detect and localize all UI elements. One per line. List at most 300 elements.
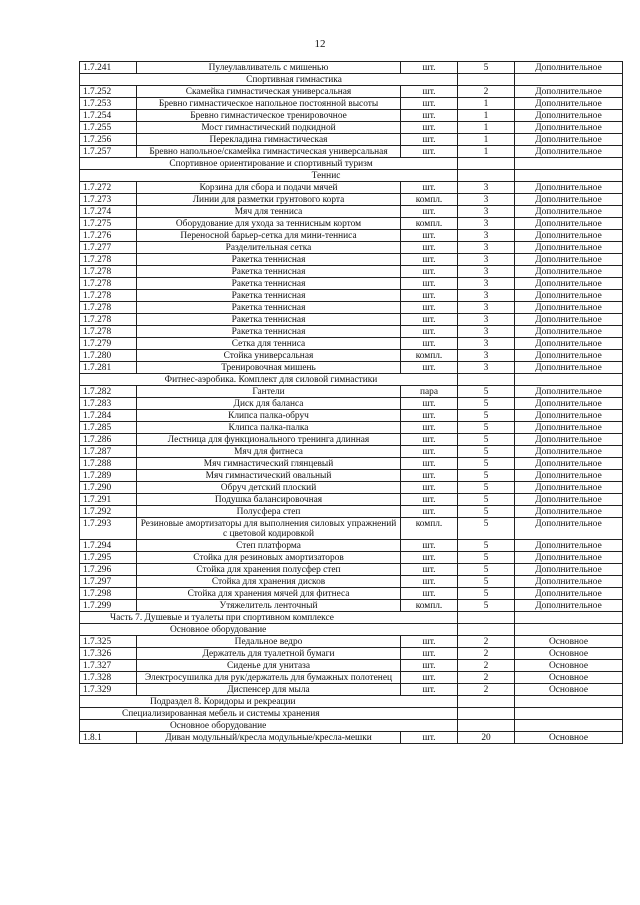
table-row: [80, 194, 623, 206]
item-type: Дополнительное: [515, 398, 623, 410]
item-name: Лестница для функционального тренинга длинная: [137, 434, 401, 446]
item-name: Ракетка теннисная: [137, 254, 401, 266]
item-type: Основное: [515, 684, 623, 696]
table-row: [80, 552, 623, 564]
item-quantity: 3: [458, 266, 515, 278]
item-type: Основное: [515, 732, 623, 744]
item-code: 1.7.288: [80, 458, 137, 470]
equipment-table: [79, 61, 623, 744]
item-unit: шт.: [401, 648, 458, 660]
table-row: [80, 470, 623, 482]
item-type: Дополнительное: [515, 134, 623, 146]
item-name: Ракетка теннисная: [137, 326, 401, 338]
table-row: [80, 422, 623, 434]
item-code: 1.7.278: [80, 314, 137, 326]
item-unit: шт.: [401, 588, 458, 600]
table-row: [80, 134, 623, 146]
item-unit: шт.: [401, 362, 458, 374]
section-empty-qty: [458, 708, 515, 720]
item-unit: шт.: [401, 564, 458, 576]
item-code: 1.7.273: [80, 194, 137, 206]
item-name: Стойка для хранения полусфер степ: [137, 564, 401, 576]
section-row: [80, 170, 623, 182]
item-name: Клипса палка-обруч: [137, 410, 401, 422]
item-quantity: 3: [458, 326, 515, 338]
item-type: Дополнительное: [515, 254, 623, 266]
table-row: [80, 564, 623, 576]
item-type: Дополнительное: [515, 506, 623, 518]
table-row: [80, 206, 623, 218]
item-code: 1.7.297: [80, 576, 137, 588]
table-row: [80, 648, 623, 660]
item-type: Дополнительное: [515, 410, 623, 422]
section-empty-qty: [458, 170, 515, 182]
item-name: Линии для разметки грунтового корта: [137, 194, 401, 206]
section-title: Подраздел 8. Коридоры и рекреации: [80, 696, 458, 708]
item-unit: компл.: [401, 600, 458, 612]
item-name: Педальное ведро: [137, 636, 401, 648]
item-code: 1.7.298: [80, 588, 137, 600]
item-unit: шт.: [401, 494, 458, 506]
item-code: 1.7.285: [80, 422, 137, 434]
item-quantity: 3: [458, 314, 515, 326]
table-row: [80, 146, 623, 158]
item-quantity: 2: [458, 672, 515, 684]
item-code: 1.7.277: [80, 242, 137, 254]
section-row: [80, 374, 623, 386]
item-name: Степ платформа: [137, 540, 401, 552]
item-name: Разделительная сетка: [137, 242, 401, 254]
section-row: [80, 624, 623, 636]
section-empty-type: [515, 720, 623, 732]
item-name: Оборудование для ухода за теннисным кортом: [137, 218, 401, 230]
table-row: [80, 338, 623, 350]
item-code: 1.7.289: [80, 470, 137, 482]
item-quantity: 20: [458, 732, 515, 744]
section-title: Спортивная гимнастика: [80, 74, 458, 86]
item-quantity: 5: [458, 518, 515, 540]
item-code: 1.7.291: [80, 494, 137, 506]
item-code: 1.7.282: [80, 386, 137, 398]
item-name: Ракетка теннисная: [137, 278, 401, 290]
item-quantity: 5: [458, 386, 515, 398]
item-type: Дополнительное: [515, 86, 623, 98]
section-title: Основное оборудование: [80, 720, 458, 732]
section-row: [80, 158, 623, 170]
table-row: [80, 482, 623, 494]
item-name: Стойка универсальная: [137, 350, 401, 362]
item-name: Тренировочная мишень: [137, 362, 401, 374]
item-type: Дополнительное: [515, 518, 623, 540]
item-type: Дополнительное: [515, 552, 623, 564]
item-quantity: 1: [458, 110, 515, 122]
equipment-table-body: [80, 62, 623, 744]
item-name: Держатель для туалетной бумаги: [137, 648, 401, 660]
table-row: [80, 506, 623, 518]
table-row: [80, 122, 623, 134]
item-quantity: 5: [458, 552, 515, 564]
item-quantity: 3: [458, 242, 515, 254]
item-unit: шт.: [401, 552, 458, 564]
item-type: Дополнительное: [515, 122, 623, 134]
item-code: 1.7.272: [80, 182, 137, 194]
item-quantity: 5: [458, 62, 515, 74]
item-code: 1.7.274: [80, 206, 137, 218]
item-code: 1.7.280: [80, 350, 137, 362]
table-row: [80, 672, 623, 684]
section-empty-type: [515, 612, 623, 624]
item-code: 1.7.294: [80, 540, 137, 552]
item-unit: шт.: [401, 506, 458, 518]
table-row: [80, 446, 623, 458]
section-empty-qty: [458, 696, 515, 708]
item-code: 1.7.296: [80, 564, 137, 576]
item-code: 1.7.278: [80, 278, 137, 290]
section-empty-qty: [458, 612, 515, 624]
item-unit: шт.: [401, 434, 458, 446]
item-unit: шт.: [401, 672, 458, 684]
section-empty-type: [515, 158, 623, 170]
item-name: Мяч для тенниса: [137, 206, 401, 218]
item-name: Стойка для хранения дисков: [137, 576, 401, 588]
item-name: Мяч гимнастический глянцевый: [137, 458, 401, 470]
item-unit: компл.: [401, 350, 458, 362]
item-quantity: 3: [458, 362, 515, 374]
item-name: Скамейка гимнастическая универсальная: [137, 86, 401, 98]
item-name: Электросушилка для рук/держатель для бумажных полотенец: [137, 672, 401, 684]
item-quantity: 1: [458, 122, 515, 134]
item-unit: шт.: [401, 266, 458, 278]
item-quantity: 5: [458, 434, 515, 446]
table-row: [80, 182, 623, 194]
item-name: Ракетка теннисная: [137, 302, 401, 314]
item-name: Резиновые амортизаторы для выполнения силовых упражнений с цветовой кодировкой: [137, 518, 401, 540]
item-unit: шт.: [401, 446, 458, 458]
table-row: [80, 588, 623, 600]
section-empty-qty: [458, 74, 515, 86]
item-type: Дополнительное: [515, 446, 623, 458]
table-row: [80, 230, 623, 242]
item-quantity: 3: [458, 206, 515, 218]
item-type: Дополнительное: [515, 62, 623, 74]
item-quantity: 5: [458, 458, 515, 470]
item-code: 1.7.279: [80, 338, 137, 350]
table-row: [80, 600, 623, 612]
table-row: [80, 350, 623, 362]
item-quantity: 5: [458, 494, 515, 506]
item-code: 1.7.276: [80, 230, 137, 242]
item-quantity: 5: [458, 422, 515, 434]
item-name: Гантели: [137, 386, 401, 398]
section-empty-qty: [458, 720, 515, 732]
item-unit: шт.: [401, 278, 458, 290]
table-row: [80, 540, 623, 552]
section-row: [80, 74, 623, 86]
item-unit: шт.: [401, 182, 458, 194]
table-row: [80, 398, 623, 410]
table-row: [80, 660, 623, 672]
item-quantity: 5: [458, 410, 515, 422]
item-unit: шт.: [401, 422, 458, 434]
item-code: 1.7.292: [80, 506, 137, 518]
item-type: Основное: [515, 672, 623, 684]
item-type: Дополнительное: [515, 600, 623, 612]
item-type: Дополнительное: [515, 362, 623, 374]
table-row: [80, 278, 623, 290]
item-quantity: 3: [458, 278, 515, 290]
section-title: Спортивное ориентирование и спортивный туризм: [80, 158, 458, 170]
section-row: [80, 720, 623, 732]
item-quantity: 2: [458, 684, 515, 696]
item-type: Дополнительное: [515, 326, 623, 338]
item-name: Ракетка теннисная: [137, 290, 401, 302]
item-unit: шт.: [401, 146, 458, 158]
item-quantity: 3: [458, 290, 515, 302]
item-name: Бревно гимнастическое напольное постоянной высоты: [137, 98, 401, 110]
item-name: Сиденье для унитаза: [137, 660, 401, 672]
item-code: 1.7.278: [80, 290, 137, 302]
section-title: Специализированная мебель и системы хранения: [80, 708, 458, 720]
section-empty-type: [515, 74, 623, 86]
item-unit: шт.: [401, 732, 458, 744]
item-quantity: 3: [458, 218, 515, 230]
item-type: Дополнительное: [515, 290, 623, 302]
item-type: Дополнительное: [515, 194, 623, 206]
item-type: Дополнительное: [515, 482, 623, 494]
item-code: 1.7.278: [80, 302, 137, 314]
item-quantity: 5: [458, 576, 515, 588]
item-quantity: 5: [458, 398, 515, 410]
item-code: 1.7.295: [80, 552, 137, 564]
item-type: Дополнительное: [515, 564, 623, 576]
item-name: Полусфера степ: [137, 506, 401, 518]
item-name: Мяч гимнастический овальный: [137, 470, 401, 482]
item-type: Дополнительное: [515, 218, 623, 230]
item-unit: шт.: [401, 254, 458, 266]
item-code: 1.7.255: [80, 122, 137, 134]
item-unit: шт.: [401, 206, 458, 218]
item-name: Клипса палка-палка: [137, 422, 401, 434]
item-unit: шт.: [401, 660, 458, 672]
item-quantity: 3: [458, 338, 515, 350]
item-type: Дополнительное: [515, 266, 623, 278]
item-unit: шт.: [401, 410, 458, 422]
item-unit: шт.: [401, 482, 458, 494]
item-type: Дополнительное: [515, 422, 623, 434]
item-quantity: 5: [458, 588, 515, 600]
item-code: 1.7.253: [80, 98, 137, 110]
table-row: [80, 410, 623, 422]
item-unit: шт.: [401, 86, 458, 98]
section-empty-type: [515, 374, 623, 386]
item-code: 1.7.326: [80, 648, 137, 660]
item-type: Дополнительное: [515, 540, 623, 552]
item-name: Бревно напольное/скамейка гимнастическая универсальная: [137, 146, 401, 158]
table-row: [80, 62, 623, 74]
table-row: [80, 218, 623, 230]
item-quantity: 1: [458, 98, 515, 110]
section-empty-type: [515, 708, 623, 720]
item-type: Основное: [515, 648, 623, 660]
item-name: Корзина для сбора и подачи мячей: [137, 182, 401, 194]
item-code: 1.7.287: [80, 446, 137, 458]
item-quantity: 1: [458, 146, 515, 158]
item-quantity: 2: [458, 636, 515, 648]
item-name: Переносной барьер-сетка для мини-тенниса: [137, 230, 401, 242]
item-code: 1.7.325: [80, 636, 137, 648]
item-quantity: 1: [458, 134, 515, 146]
item-type: Дополнительное: [515, 242, 623, 254]
item-unit: шт.: [401, 62, 458, 74]
table-row: [80, 434, 623, 446]
item-unit: шт.: [401, 134, 458, 146]
item-quantity: 3: [458, 302, 515, 314]
item-unit: шт.: [401, 314, 458, 326]
table-row: [80, 242, 623, 254]
item-type: Дополнительное: [515, 458, 623, 470]
item-unit: шт.: [401, 302, 458, 314]
item-type: Дополнительное: [515, 434, 623, 446]
item-quantity: 3: [458, 350, 515, 362]
item-code: 1.7.286: [80, 434, 137, 446]
item-type: Дополнительное: [515, 230, 623, 242]
item-name: Обруч детский плоский: [137, 482, 401, 494]
item-name: Диск для баланса: [137, 398, 401, 410]
item-name: Диспенсер для мыла: [137, 684, 401, 696]
item-type: Дополнительное: [515, 494, 623, 506]
item-code: 1.7.254: [80, 110, 137, 122]
item-code: 1.7.278: [80, 254, 137, 266]
table-row: [80, 684, 623, 696]
table-row: [80, 636, 623, 648]
item-type: Дополнительное: [515, 588, 623, 600]
item-quantity: 2: [458, 660, 515, 672]
table-row: [80, 458, 623, 470]
item-code: 1.7.281: [80, 362, 137, 374]
item-code: 1.7.293: [80, 518, 137, 540]
item-name: Сетка для тенниса: [137, 338, 401, 350]
item-code: 1.7.278: [80, 326, 137, 338]
section-empty-qty: [458, 624, 515, 636]
section-empty-type: [515, 170, 623, 182]
item-type: Дополнительное: [515, 338, 623, 350]
item-type: Основное: [515, 636, 623, 648]
section-empty-qty: [458, 374, 515, 386]
item-unit: шт.: [401, 458, 458, 470]
section-empty-qty: [458, 158, 515, 170]
item-quantity: 2: [458, 648, 515, 660]
item-unit: шт.: [401, 122, 458, 134]
table-row: [80, 494, 623, 506]
item-unit: шт.: [401, 576, 458, 588]
item-unit: компл.: [401, 518, 458, 540]
item-code: 1.8.1: [80, 732, 137, 744]
item-quantity: 5: [458, 540, 515, 552]
item-type: Дополнительное: [515, 146, 623, 158]
item-type: Дополнительное: [515, 470, 623, 482]
item-quantity: 5: [458, 482, 515, 494]
table-row: [80, 362, 623, 374]
item-quantity: 5: [458, 600, 515, 612]
item-unit: шт.: [401, 290, 458, 302]
item-type: Дополнительное: [515, 110, 623, 122]
section-row: [80, 708, 623, 720]
item-type: Дополнительное: [515, 98, 623, 110]
section-row: [80, 696, 623, 708]
item-unit: шт.: [401, 326, 458, 338]
section-row: [80, 612, 623, 624]
item-quantity: 5: [458, 564, 515, 576]
item-name: Бревно гимнастическое тренировочное: [137, 110, 401, 122]
table-row: [80, 732, 623, 744]
section-title: Основное оборудование: [80, 624, 458, 636]
table-row: [80, 386, 623, 398]
item-quantity: 5: [458, 446, 515, 458]
item-name: Мяч для фитнеса: [137, 446, 401, 458]
section-empty-type: [515, 696, 623, 708]
item-name: Мост гимнастический подкидной: [137, 122, 401, 134]
item-unit: шт.: [401, 338, 458, 350]
item-unit: пара: [401, 386, 458, 398]
table-row: [80, 290, 623, 302]
item-name: Стойка для хранения мячей для фитнеса: [137, 588, 401, 600]
item-type: Дополнительное: [515, 182, 623, 194]
item-quantity: 2: [458, 86, 515, 98]
item-name: Пулеулавливатель с мишенью: [137, 62, 401, 74]
item-type: Дополнительное: [515, 278, 623, 290]
item-type: Дополнительное: [515, 576, 623, 588]
item-type: Дополнительное: [515, 314, 623, 326]
table-row: [80, 576, 623, 588]
item-name: Перекладина гимнастическая: [137, 134, 401, 146]
item-quantity: 3: [458, 254, 515, 266]
item-type: Дополнительное: [515, 206, 623, 218]
item-name: Ракетка теннисная: [137, 266, 401, 278]
item-code: 1.7.299: [80, 600, 137, 612]
item-code: 1.7.257: [80, 146, 137, 158]
item-name: Стойка для резиновых амортизаторов: [137, 552, 401, 564]
item-quantity: 5: [458, 506, 515, 518]
item-unit: шт.: [401, 470, 458, 482]
item-name: Подушка балансировочная: [137, 494, 401, 506]
item-quantity: 3: [458, 182, 515, 194]
item-code: 1.7.327: [80, 660, 137, 672]
item-unit: шт.: [401, 636, 458, 648]
item-code: 1.7.278: [80, 266, 137, 278]
table-row: [80, 98, 623, 110]
item-type: Основное: [515, 660, 623, 672]
table-row: [80, 266, 623, 278]
item-quantity: 3: [458, 230, 515, 242]
table-row: [80, 314, 623, 326]
table-row: [80, 86, 623, 98]
table-row: [80, 518, 623, 540]
section-title: Часть 7. Душевые и туалеты при спортивном комплексе: [80, 612, 458, 624]
item-code: 1.7.241: [80, 62, 137, 74]
item-quantity: 5: [458, 470, 515, 482]
item-unit: компл.: [401, 194, 458, 206]
item-code: 1.7.283: [80, 398, 137, 410]
item-code: 1.7.256: [80, 134, 137, 146]
item-code: 1.7.275: [80, 218, 137, 230]
item-code: 1.7.284: [80, 410, 137, 422]
item-unit: шт.: [401, 230, 458, 242]
section-title: Фитнес-аэробика. Комплект для силовой гимнастики: [80, 374, 458, 386]
section-title: Теннис: [80, 170, 458, 182]
item-quantity: 3: [458, 194, 515, 206]
item-code: 1.7.290: [80, 482, 137, 494]
table-row: [80, 302, 623, 314]
